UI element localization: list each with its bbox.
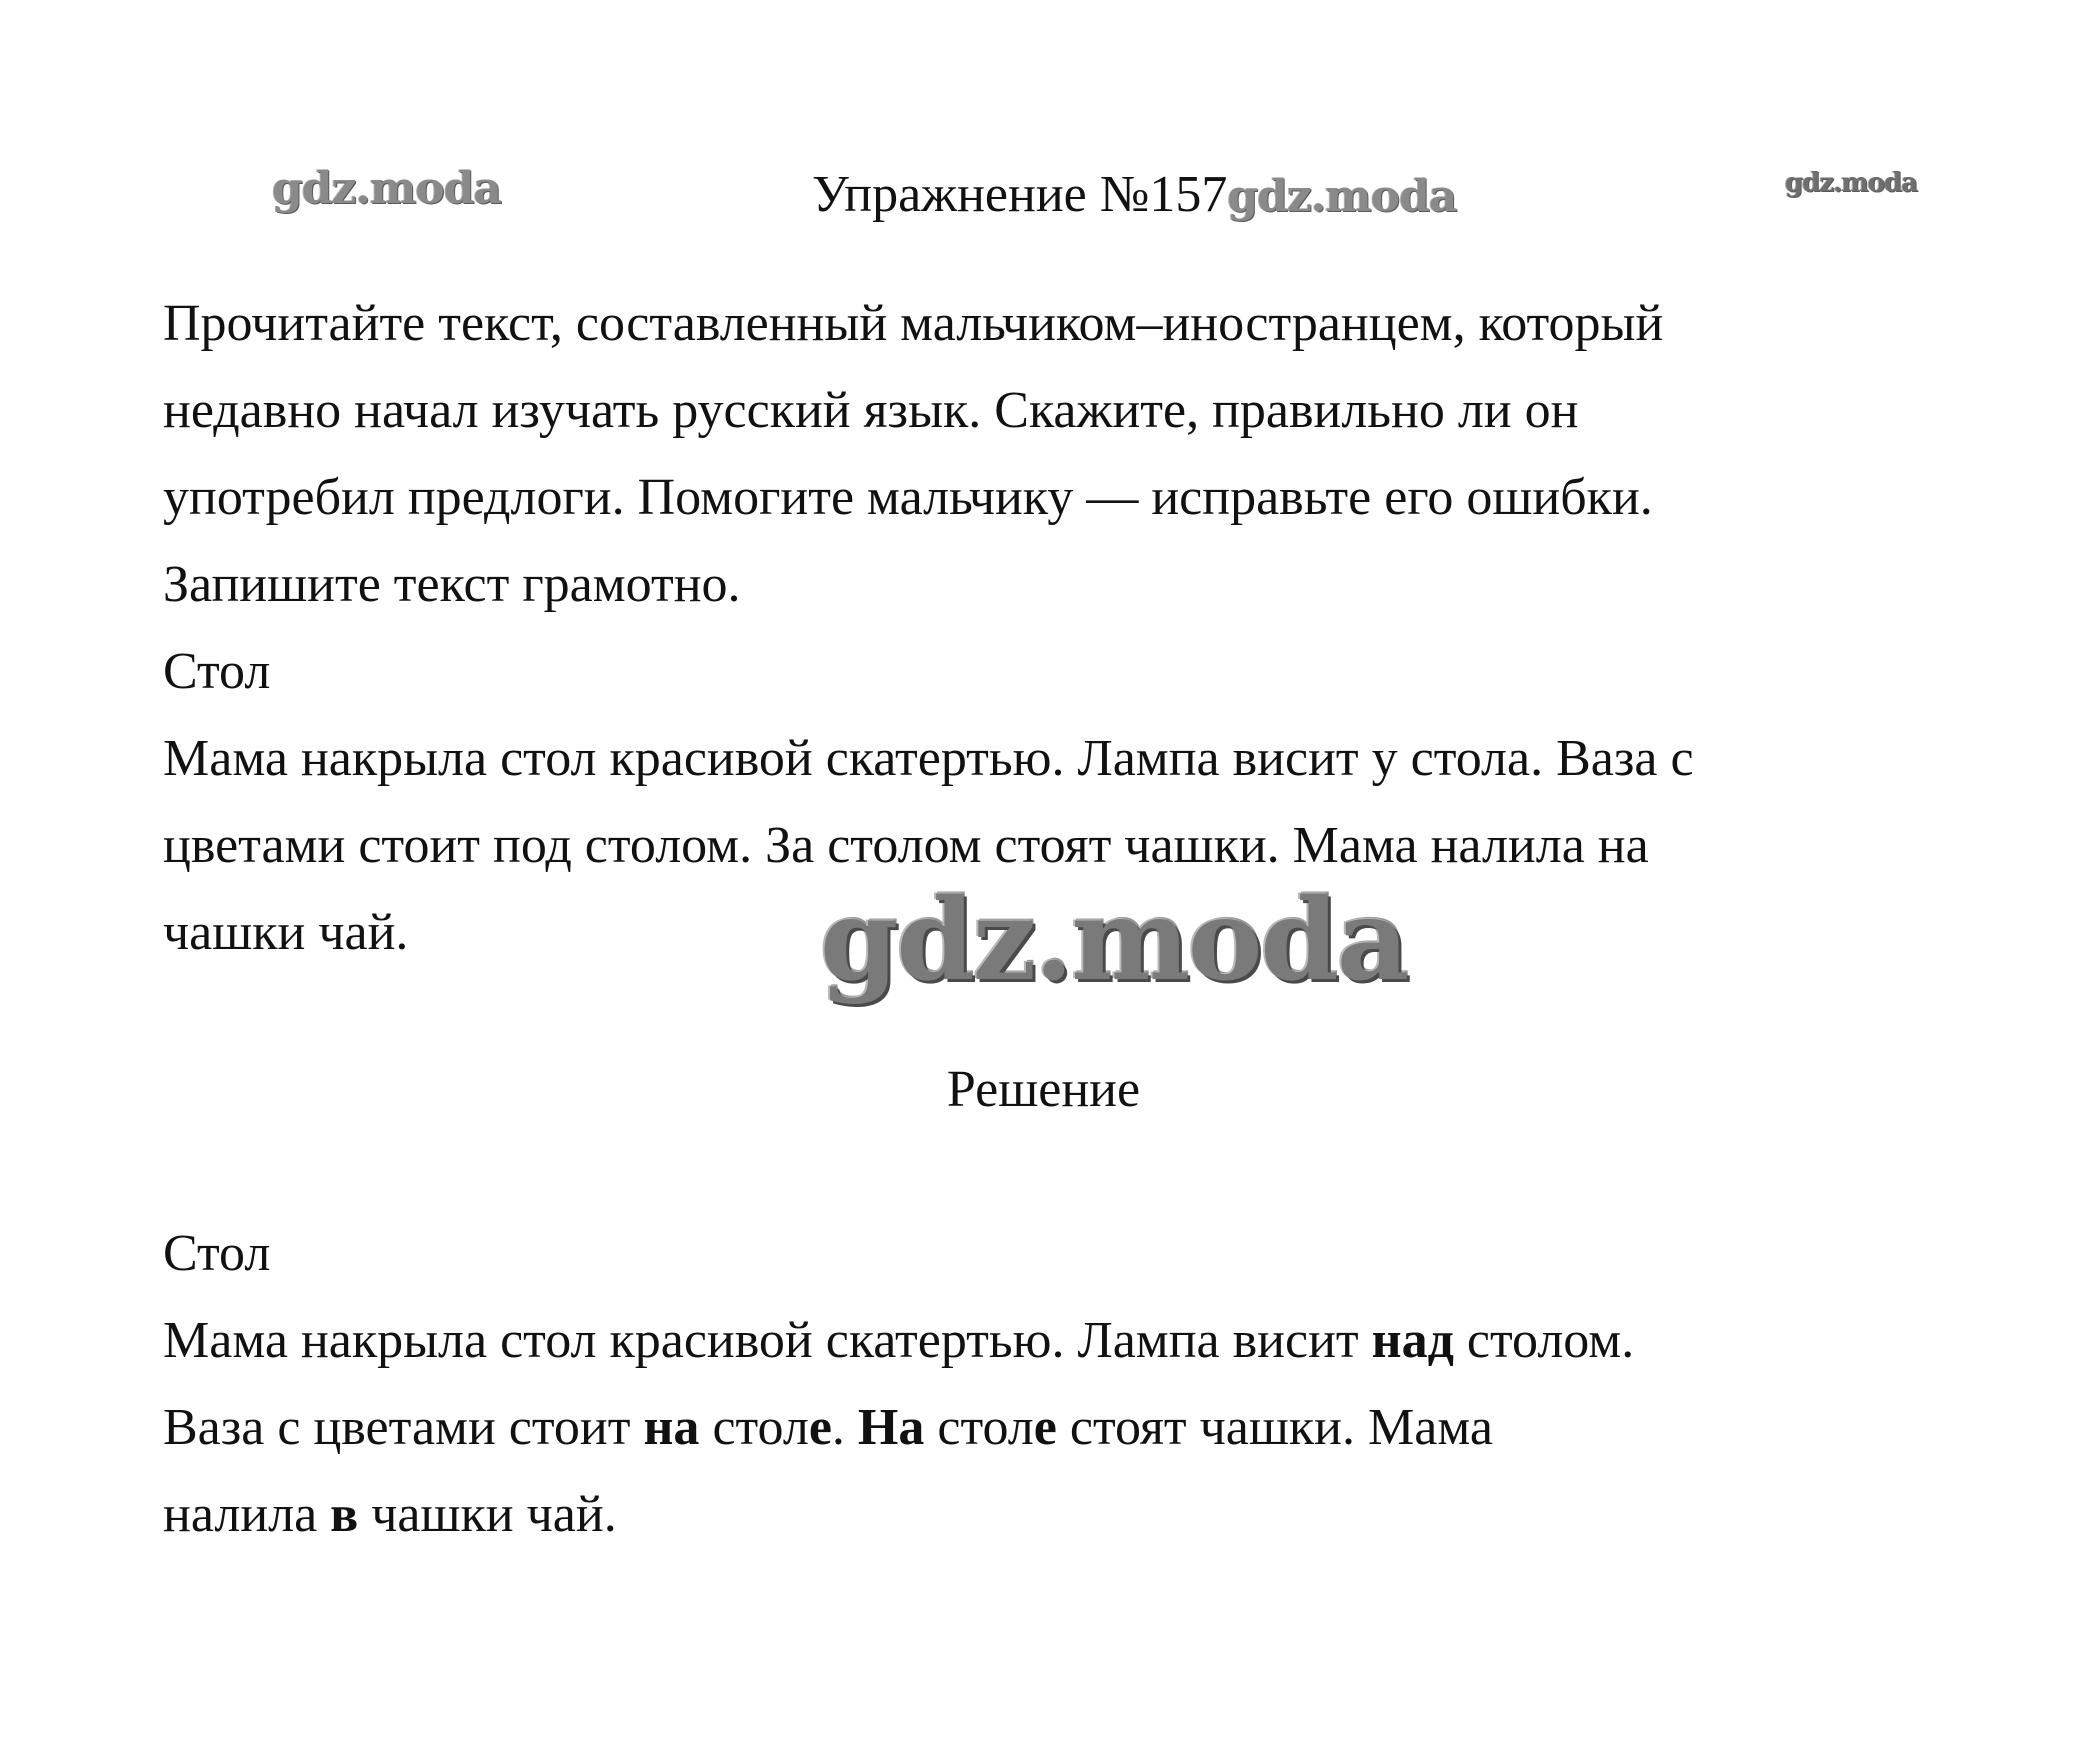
corrected-ending: е — [1033, 1399, 1057, 1456]
corrected-preposition: На — [857, 1399, 925, 1456]
solution-heading: Решение — [946, 1061, 1141, 1118]
text-fragment: Ваза с цветами стоит — [163, 1399, 644, 1456]
task-line: Прочитайте текст, составленный мальчиком–иностранцем, который — [163, 295, 1664, 352]
text-fragment: стол — [924, 1399, 1034, 1456]
solution-line-1 — [163, 1297, 1963, 1384]
task-text-line: цветами стоит под столом. За столом стоят чашки. Мама налила на — [163, 817, 1649, 874]
watermark-center: gdz.moda — [820, 875, 1408, 1006]
task-line: Запишите текст грамотно. — [163, 556, 741, 613]
text-fragment: чашки чай. — [358, 1486, 617, 1543]
corrected-preposition: на — [643, 1399, 700, 1456]
task-text-line: чашки чай. — [163, 904, 409, 961]
text-fragment: Мама накрыла стол красивой скатертью. Лампа висит — [163, 1312, 1372, 1369]
corrected-preposition: в — [330, 1486, 359, 1543]
task-line: употребил предлоги. Помогите мальчику — исправьте его ошибки. — [163, 469, 1653, 526]
solution-text-title: Стол — [163, 1225, 271, 1282]
task-instructions — [163, 280, 1963, 976]
text-fragment: столом. — [1453, 1312, 1635, 1369]
solution-line-2 — [163, 1384, 1963, 1471]
solution-line-3 — [163, 1471, 1963, 1558]
text-fragment: стоят чашки. Мама — [1056, 1399, 1493, 1456]
text-fragment: . — [831, 1399, 858, 1456]
page-title — [812, 160, 1456, 232]
task-line: недавно начал изучать русский язык. Скажите, правильно ли он — [163, 382, 1579, 439]
text-fragment: стол — [699, 1399, 809, 1456]
watermark-title-inline: gdz.moda — [1227, 171, 1457, 222]
header — [0, 160, 2087, 230]
watermark-top-right: gdz.moda — [1785, 168, 1918, 198]
page-title-text: Упражнение №157 — [812, 166, 1228, 223]
corrected-preposition: над — [1371, 1312, 1454, 1369]
task-text-title: Стол — [163, 643, 271, 700]
watermark-top-left: gdz.moda — [272, 163, 502, 214]
corrected-ending: е — [808, 1399, 832, 1456]
text-fragment: налила — [163, 1486, 331, 1543]
task-text-line: Мама накрыла стол красивой скатертью. Лампа висит у стола. Ваза с — [163, 730, 1694, 787]
solution-text — [163, 1210, 1963, 1558]
